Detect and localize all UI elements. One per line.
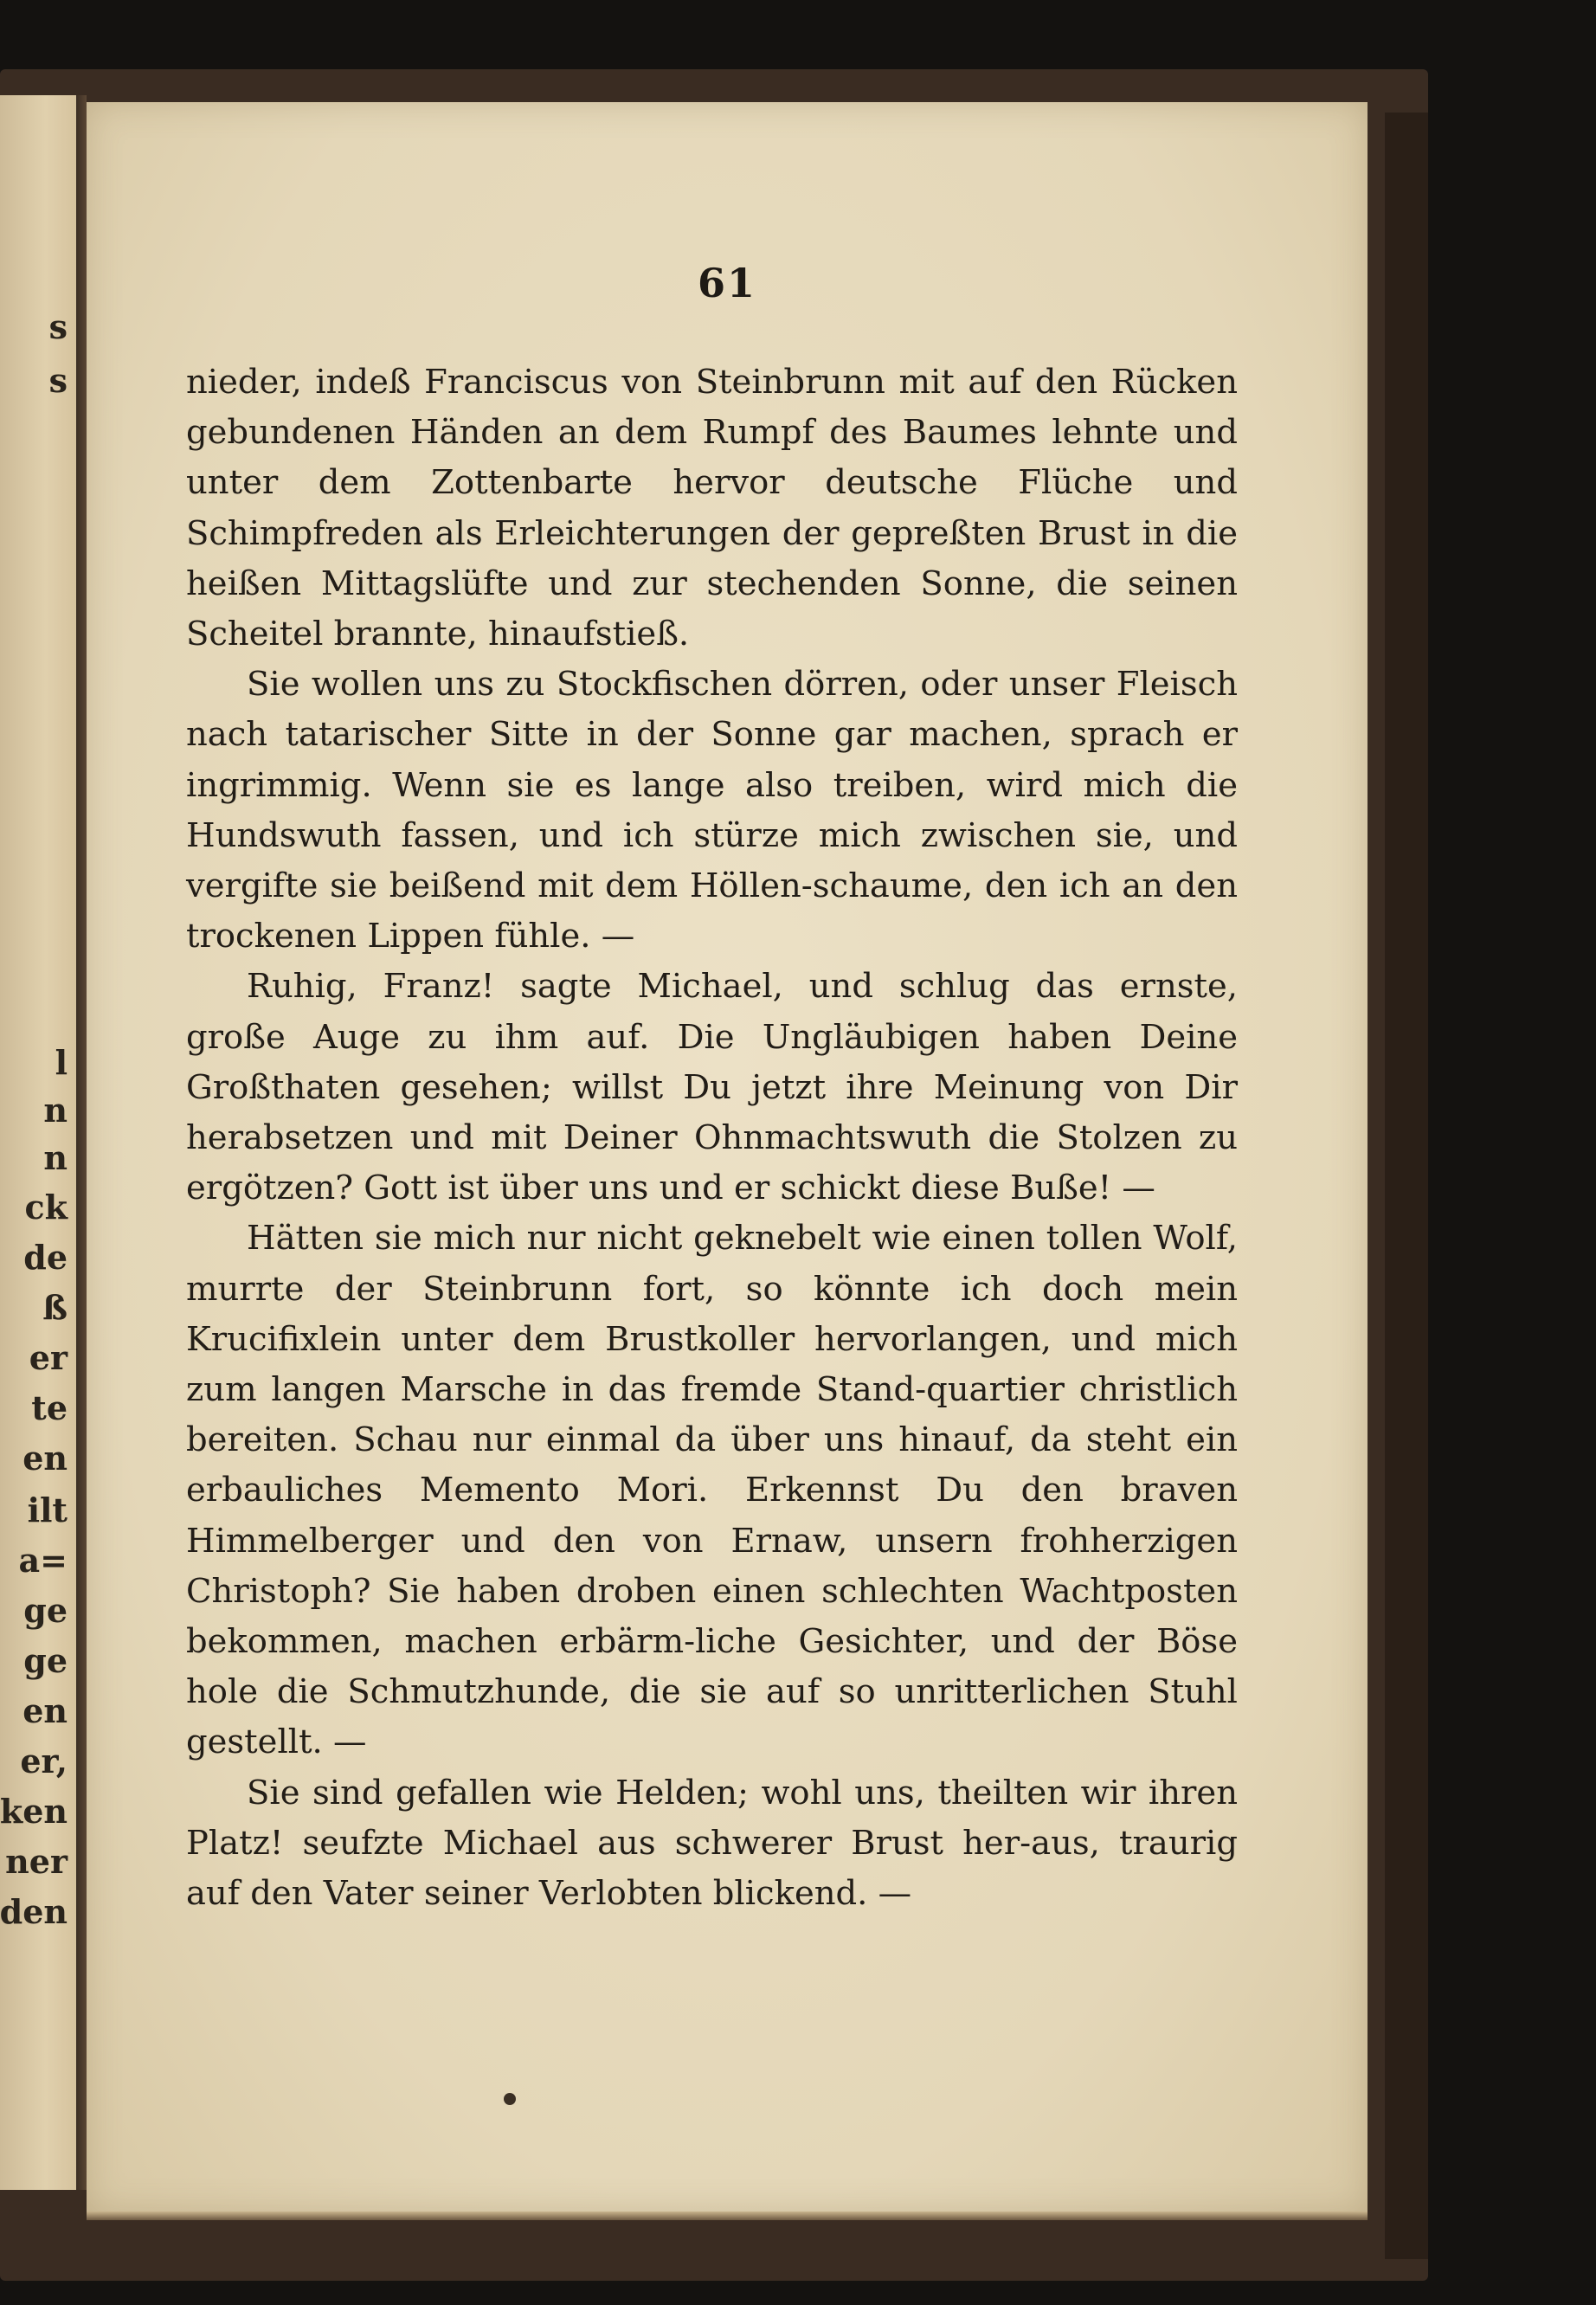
left-page-fragment: er, (20, 1742, 68, 1780)
paragraph: Hätten sie mich nur nicht geknebelt wie einen tollen Wolf, murrte der Steinbrunn fort, so könnte ich doch mein Krucifixlein unter dem Brustkoller hervorlangen, und mich zum langen Marsche in das fremde Stand-quartier christlich bereiten. Schau nur einmal da über uns hinauf, da steht ein erbauliches Memento Mori. Erkennst Du den braven Himmelberger und den von Ernaw, unsern frohherzigen Christoph? Sie haben droben einen schlechten Wachtposten bekommen, machen erbärm-liche Gesichter, und der Böse hole die Schmutzhunde, die sie auf so unritterlichen Stuhl gestellt. — (186, 1219, 1238, 1762)
left-page-fragment: ken (0, 1792, 68, 1831)
left-page-fragment: en (23, 1691, 68, 1730)
left-page-fragment: er (29, 1338, 68, 1377)
left-page-fragment: ge (23, 1641, 68, 1680)
paragraph: Sie wollen uns zu Stockfischen dörren, oder unser Fleisch nach tatarischer Sitte in der Sonne gar machen, sprach er ingrimmig. Wenn sie es lange also treiben, wird mich die Hundswuth fassen, und ich stürze mich zwischen sie, und vergifte sie beißend mit dem Höllen-schaume, den ich an den trockenen Lippen fühle. — (186, 665, 1238, 956)
left-page-fragment: a= (18, 1541, 68, 1580)
paragraph: Ruhig, Franz! sagte Michael, und schlug das ernste, große Auge zu ihm auf. Die Ungläubigen haben Deine Großthaten gesehen; willst Du jetzt ihre Meinung von Dir herabsetzen und mit Deiner Ohnmachtswuth die Stolzen zu ergötzen? Gott ist über uns und er schickt diese Buße! — (186, 967, 1238, 1208)
left-page-fragment: s (48, 307, 68, 346)
book-page (87, 102, 1368, 2214)
page-text (186, 357, 1238, 1919)
cover-edge (1385, 113, 1428, 2259)
left-page-fragment: ß (42, 1288, 68, 1327)
previous-page-edge (0, 95, 79, 2190)
left-page-fragment: de (23, 1238, 68, 1277)
page-number: 61 (697, 260, 756, 306)
left-page-fragment: ner (5, 1842, 68, 1881)
left-page-fragment: te (31, 1388, 68, 1427)
book-gutter (76, 95, 87, 2190)
page-bottom-edge (87, 2212, 1368, 2220)
left-page-fragment: en (23, 1439, 68, 1478)
left-page-fragment: den (0, 1892, 68, 1931)
left-page-fragment: n (43, 1138, 68, 1177)
paragraph: nieder, indeß Franciscus von Steinbrunn mit auf den Rücken gebundenen Händen an dem Rumpf des Baumes lehnte und unter dem Zottenbarte hervor deutsche Flüche und Schimpfreden als Erleichterungen der gepreßten Brust in die heißen Mittagslüfte und zur stechenden Sonne, die seinen Scheitel brannte, hinaufstieß. (186, 363, 1238, 654)
left-page-fragment: s (48, 361, 68, 400)
paragraph: Sie sind gefallen wie Helden; wohl uns, theilten wir ihren Platz! seufzte Michael aus schwerer Brust her-aus, traurig auf den Vater seiner Verlobten blickend. — (186, 1773, 1238, 1914)
left-page-fragment: n (43, 1091, 68, 1130)
left-page-fragment: ge (23, 1591, 68, 1630)
left-page-fragment: ilt (27, 1491, 68, 1529)
left-page-fragment: l (55, 1043, 68, 1082)
printer-dot-ornament (504, 2093, 516, 2105)
left-page-fragment: ck (24, 1188, 68, 1227)
